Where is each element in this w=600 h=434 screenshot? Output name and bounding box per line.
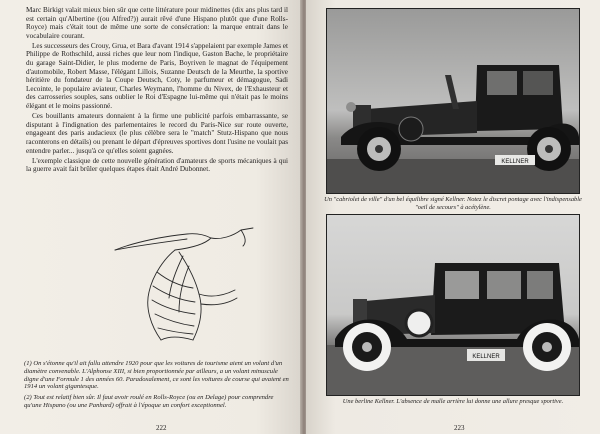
page-number: 223 — [454, 424, 465, 432]
footnotes — [24, 360, 290, 413]
caption-top: Un "cabriolet de ville" d'un bel équilibre signé Kellner. Notez le discret pontage avec l'indispensable "oeil de secours" à acétylène. — [324, 196, 582, 211]
photo-cabriolet — [326, 8, 580, 194]
right-page — [306, 0, 600, 434]
paragraph: Les successeurs des Crouy, Grua, et Bara d'avant 1914 s'appelaient par exemple James et Philippe de Rothschild, aussi riches que leur nom l'indique, Gaston Bache, le propriétaire du garage Saint-Didier, le plus moderne de Paris, Boyriven le magnat de l'équipement d'automobile, Robert Masse, l'élégant Lillois, Suzanne Deutsch de la Meurthe, la sportive héritière du fondateur de la Coupe Deutsch, Coty, le parfumeur et démagogue, Sadi Lecointe, le populaire aviateur, Charles Weymann, l'homme du Nivex, de l'Exhausteur et des carrosseries souples, sans oublier le Roi d'Espagne lui-même qui n'était pas le moins élégant et le moins passionné. — [26, 41, 288, 111]
caption-bottom: Une berline Kellner. L'absence de malle arrière lui donne une allure presque sportive. — [342, 398, 564, 405]
body-text — [26, 6, 288, 175]
license-plate: KELLNER — [501, 159, 529, 165]
license-plate: KELLNER — [472, 354, 500, 360]
photo-berline — [326, 214, 580, 396]
paragraph: Ces bouillants amateurs donnaient à la firme une publicité parfois embarrassante, se disputant à l'indignation des parlementaires le record du Paris-Nice sur route ouverte, engageant des paris audacieux (le plus célèbre sera le "match" Stutz-Hispano que nous raconterons en détails) ou prenant le départ d'épreuves sportives dont l'usine ne voulait pas entendre parler... jusqu'à ce qu'elles soient gagnées. — [26, 112, 288, 155]
paragraph: L'exemple classique de cette nouvelle génération d'amateurs de sports mécaniques à qui la guerre avait fait brûler quelques étapes était André Dubonnet. — [26, 156, 288, 174]
footnote: (2) Tout est relatif bien sûr. Il faut avoir roulé en Rolls-Royce (ou en Delage) pour comprendre qu'une Hispano (ou une Panhard) offrait à l'époque un confort exceptionnel. — [24, 394, 274, 409]
stork-mascot-icon — [95, 208, 265, 348]
page-number: 222 — [156, 424, 167, 432]
footnote: (1) On s'étonne qu'il ait fallu attendre 1920 pour que les voitures de tourisme aient un volant d'un diamètre convenable. L'Alphonse XIII, si bien proportionnée par ailleurs, a un volant minuscule digne d'une Formule 1 des années 60. Paradoxalement, ce sont les voitures de course qui avaient en 1914 un volant gigantesque. — [24, 360, 289, 391]
paragraph: Marc Birkigt valait mieux bien sûr que cette littérature pour midinettes (dix ans plus tard il est certain qu'Albertine ((ou Alfred?)) aurait rêvé d'une Hispano plutôt que d'une Rolls-Royce) mais c'était tout de même une sorte de consécration: la marque entrait dans le vocabulaire courant. — [26, 6, 288, 40]
